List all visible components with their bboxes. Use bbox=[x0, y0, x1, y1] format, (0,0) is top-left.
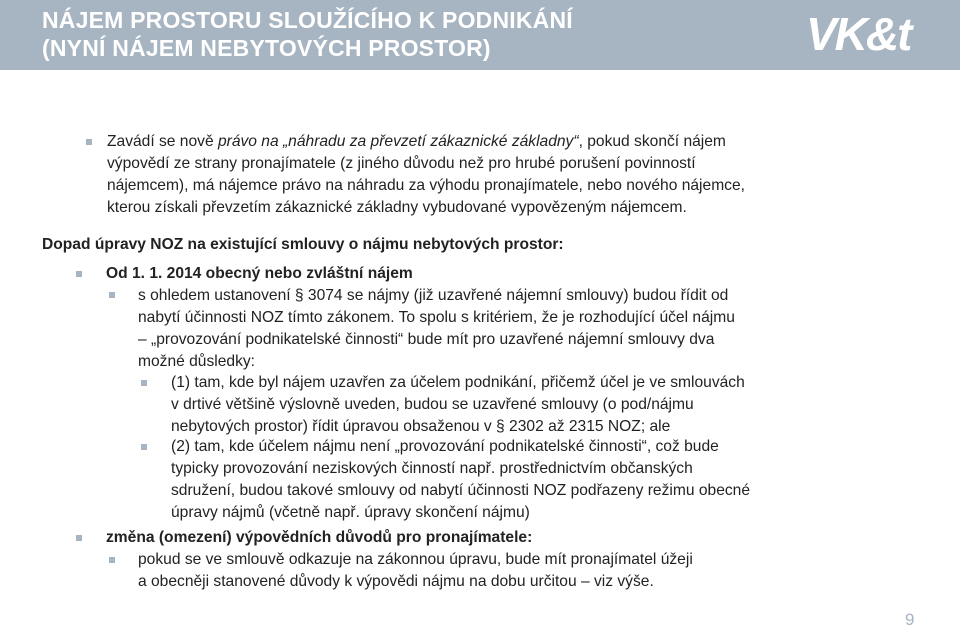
intro-line-2: výpovědí ze strany pronajímatele (z jiného důvodu než pro hrubé porušení povinností bbox=[107, 155, 696, 172]
vkt-logo: VK&t bbox=[806, 8, 911, 60]
item2-sub-line-2: a obecněji stanovené důvody k výpovědi nájmu na dobu určitou – viz výše. bbox=[138, 573, 654, 590]
bullet-square-icon bbox=[86, 139, 92, 145]
intro-line-4: kterou získali převzetím zákaznické základny vybudované vypovězeným nájemcem. bbox=[107, 199, 687, 216]
item1-sub-line-2: nabytí účinnosti NOZ tímto zákonem. To spolu s kritériem, že je rozhodující účel nájmu bbox=[138, 309, 735, 326]
intro-line-3: nájemcem), má nájemce právo na náhradu za výhodu pronajímatele, nebo nového nájemce, bbox=[107, 177, 745, 194]
section-heading: Dopad úpravy NOZ na existující smlouvy o nájmu nebytových prostor: bbox=[42, 236, 564, 253]
bullet-square-icon bbox=[109, 557, 115, 563]
item1-heading: Od 1. 1. 2014 obecný nebo zvláštní nájem bbox=[106, 265, 413, 282]
case2-line-2: typicky provozování neziskových činností např. prostřednictvím občanských bbox=[171, 460, 693, 477]
case2-line-3: sdružení, budou takové smlouvy od nabytí účinnosti NOZ podřazeny režimu obecné bbox=[171, 482, 751, 499]
bullet-square-icon bbox=[76, 535, 82, 541]
item2-heading: změna (omezení) výpovědních důvodů pro pronajímatele: bbox=[106, 529, 533, 546]
page-number: 9 bbox=[905, 610, 915, 629]
item1-sub-line-1: s ohledem ustanovení § 3074 se nájmy (již uzavřené nájemní smlouvy) budou řídit od bbox=[138, 287, 729, 304]
slide-title bbox=[42, 6, 573, 62]
intro-italic-phrase: právo na „náhradu za převzetí zákaznické základny“ bbox=[217, 133, 579, 150]
intro-line-1 bbox=[107, 131, 726, 153]
item2-sub-line-1: pokud se ve smlouvě odkazuje na zákonnou úpravu, bude mít pronajímatel úžeji bbox=[138, 551, 693, 568]
bullet-square-icon bbox=[109, 292, 115, 298]
case1-line-3: nebytových prostor) řídit úpravou obsaženou v § 2302 až 2315 NOZ; ale bbox=[171, 418, 671, 435]
header-bar bbox=[0, 0, 960, 70]
item1-sub-line-4: možné důsledky: bbox=[138, 353, 256, 370]
item1-sub-line-3: – „provozování podnikatelské činnosti“ bude mít pro uzavřené nájemní smlouvy dva bbox=[138, 331, 715, 348]
title-line-1: NÁJEM PROSTORU SLOUŽÍCÍHO K PODNIKÁNÍ bbox=[42, 7, 573, 33]
case1-line-2: v drtivé většině výslovně uveden, budou se uzavřené smlouvy (o pod/nájmu bbox=[171, 396, 694, 413]
bullet-square-icon bbox=[76, 271, 82, 277]
case1-line-1: (1) tam, kde byl nájem uzavřen za účelem podnikání, přičemž účel je ve smlouvách bbox=[171, 374, 745, 391]
intro-text: Zavádí se nově bbox=[107, 133, 218, 150]
case2-line-1: (2) tam, kde účelem nájmu není „provozování podnikatelské činnosti“, což bude bbox=[171, 438, 719, 455]
bullet-square-icon bbox=[141, 380, 147, 386]
intro-text: , pokud skončí nájem bbox=[578, 133, 726, 150]
case2-line-4: úpravy nájmů (včetně např. úpravy skončení nájmu) bbox=[171, 504, 530, 521]
bullet-square-icon bbox=[141, 444, 147, 450]
title-line-2: (NYNÍ NÁJEM NEBYTOVÝCH PROSTOR) bbox=[42, 35, 491, 61]
